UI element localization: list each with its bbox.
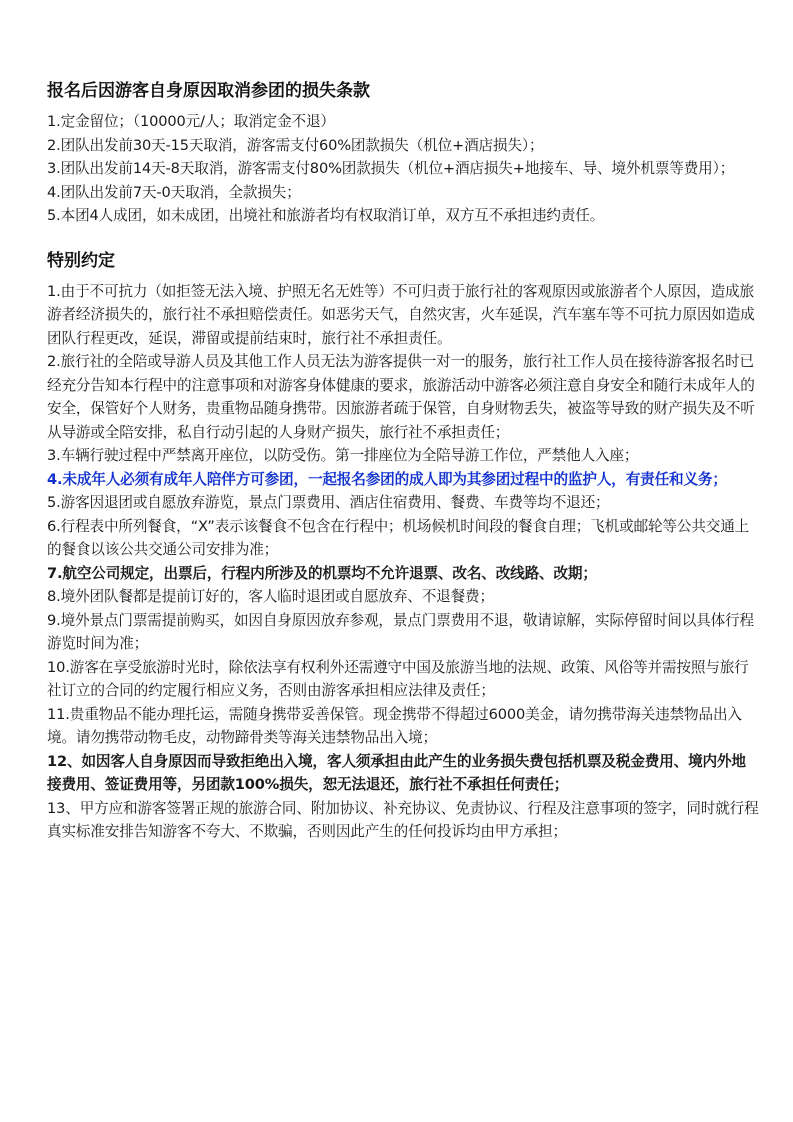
special-term-11: 11.贵重物品不能办理托运，需随身携带妥善保管。现金携带不得超过6000美金，请勿携带海关违禁物品出入境。请勿携带动物毛皮，动物蹄骨类等海关违禁物品出入境； — [47, 705, 742, 746]
special-term-6: 6.行程表中所列餐食，“X”表示该餐食不包含在行程中；机场候机时间段的餐食自理；飞机或邮轮等公共交通上的餐食以该公共交通公司安排为准； — [47, 517, 750, 558]
cancellation-item-4: 4.团队出发前7天-0天取消，全款损失； — [47, 183, 301, 201]
special-term-9: 9.境外景点门票需提前购买，如因自身原因放弃参观，景点门票费用不退，敬请谅解，实际停留时间以具体行程游览时间为准； — [47, 611, 754, 652]
cancellation-item-3: 3.团队出发前14天-8天取消，游客需支付80%团款损失（机位+酒店损失+地接车、导、境外机票等费用）； — [47, 160, 735, 177]
document-page — [47, 78, 759, 844]
special-term-12-bold: 12、如因客人自身原因而导致拒绝出入境，客人须承担由此产生的业务损失费包括机票及税金费用、境内外地接费用、签证费用等，另团款100%损失，恕无法退还，旅行社不承担任何责任； — [47, 752, 746, 793]
special-term-10: 10.游客在享受旅游时光时，除依法享有权利外还需遵守中国及旅游当地的法规、政策、风俗等并需按照与旅行社订立的合同的约定履行相应义务，否则由游客承担相应法律及责任； — [47, 658, 749, 699]
special-term-13: 13、甲方应和游客签署正规的旅游合同、附加协议、补充协议、免责协议、行程及注意事项的签字，同时就行程真实标准安排告知游客不夸大、不欺骗，否则因此产生的任何投诉均由甲方承担； — [47, 799, 759, 840]
cancellation-item-1: 1.定金留位；（10000元/人；取消定金不退） — [47, 113, 335, 130]
special-term-7-bold: 7.航空公司规定，出票后，行程内所涉及的机票均不允许退票、改名、改线路、改期； — [47, 564, 597, 582]
special-term-1: 1.由于不可抗力（如拒签无法入境、护照无名无姓等）不可归责于旅行社的客观原因或旅游者个人原因，造成旅游者经济损失的，旅行社不承担赔偿责任。如恶劣天气，自然灾害，火车延误，汽车塞车等不可抗力原因如造成团队行程更改，延误，滞留或提前结束时，旅行社不承担责任。 — [47, 282, 755, 347]
cancellation-section-title: 报名后因游客自身原因取消参团的损失条款 — [47, 81, 370, 101]
special-term-5: 5.游客因退团或自愿放弃游览，景点门票费用、酒店住宿费用、餐费、车费等均不退还； — [47, 494, 610, 511]
cancellation-item-5: 5.本团4人成团，如未成团，出境社和旅游者均有权取消订单，双方互不承担违约责任。 — [47, 207, 605, 224]
special-term-3: 3.车辆行驶过程中严禁离开座位，以防受伤。第一排座位为全陪导游工作位，严禁他人入座； — [47, 447, 639, 464]
special-term-8: 8.境外团队餐都是提前订好的，客人临时退团或自愿放弃、不退餐费； — [47, 588, 494, 605]
special-term-2: 2.旅行社的全陪或导游人员及其他工作人员无法为游客提供一对一的服务，旅行社工作人员在接待游客报名时已经充分告知本行程中的注意事项和对游客身体健康的要求，旅游活动中游客必须注意自身安全和随行未成年人的安全，保管好个人财务，贵重物品随身携带。因旅游者疏于保管，自身财物丢失，被盗等导致的财产损失及不听从导游或全陪安排，私自行动引起的人身财产损失，旅行社不承担责任； — [47, 353, 755, 441]
special-terms-title: 特别约定 — [47, 250, 115, 271]
cancellation-item-2: 2.团队出发前30天-15天取消，游客需支付60%团款损失（机位+酒店损失）； — [47, 136, 544, 154]
special-term-4-highlighted: 4.未成年人必须有成年人陪伴方可参团，一起报名参团的成人即为其参团过程中的监护人，有责任和义务； — [47, 470, 727, 488]
